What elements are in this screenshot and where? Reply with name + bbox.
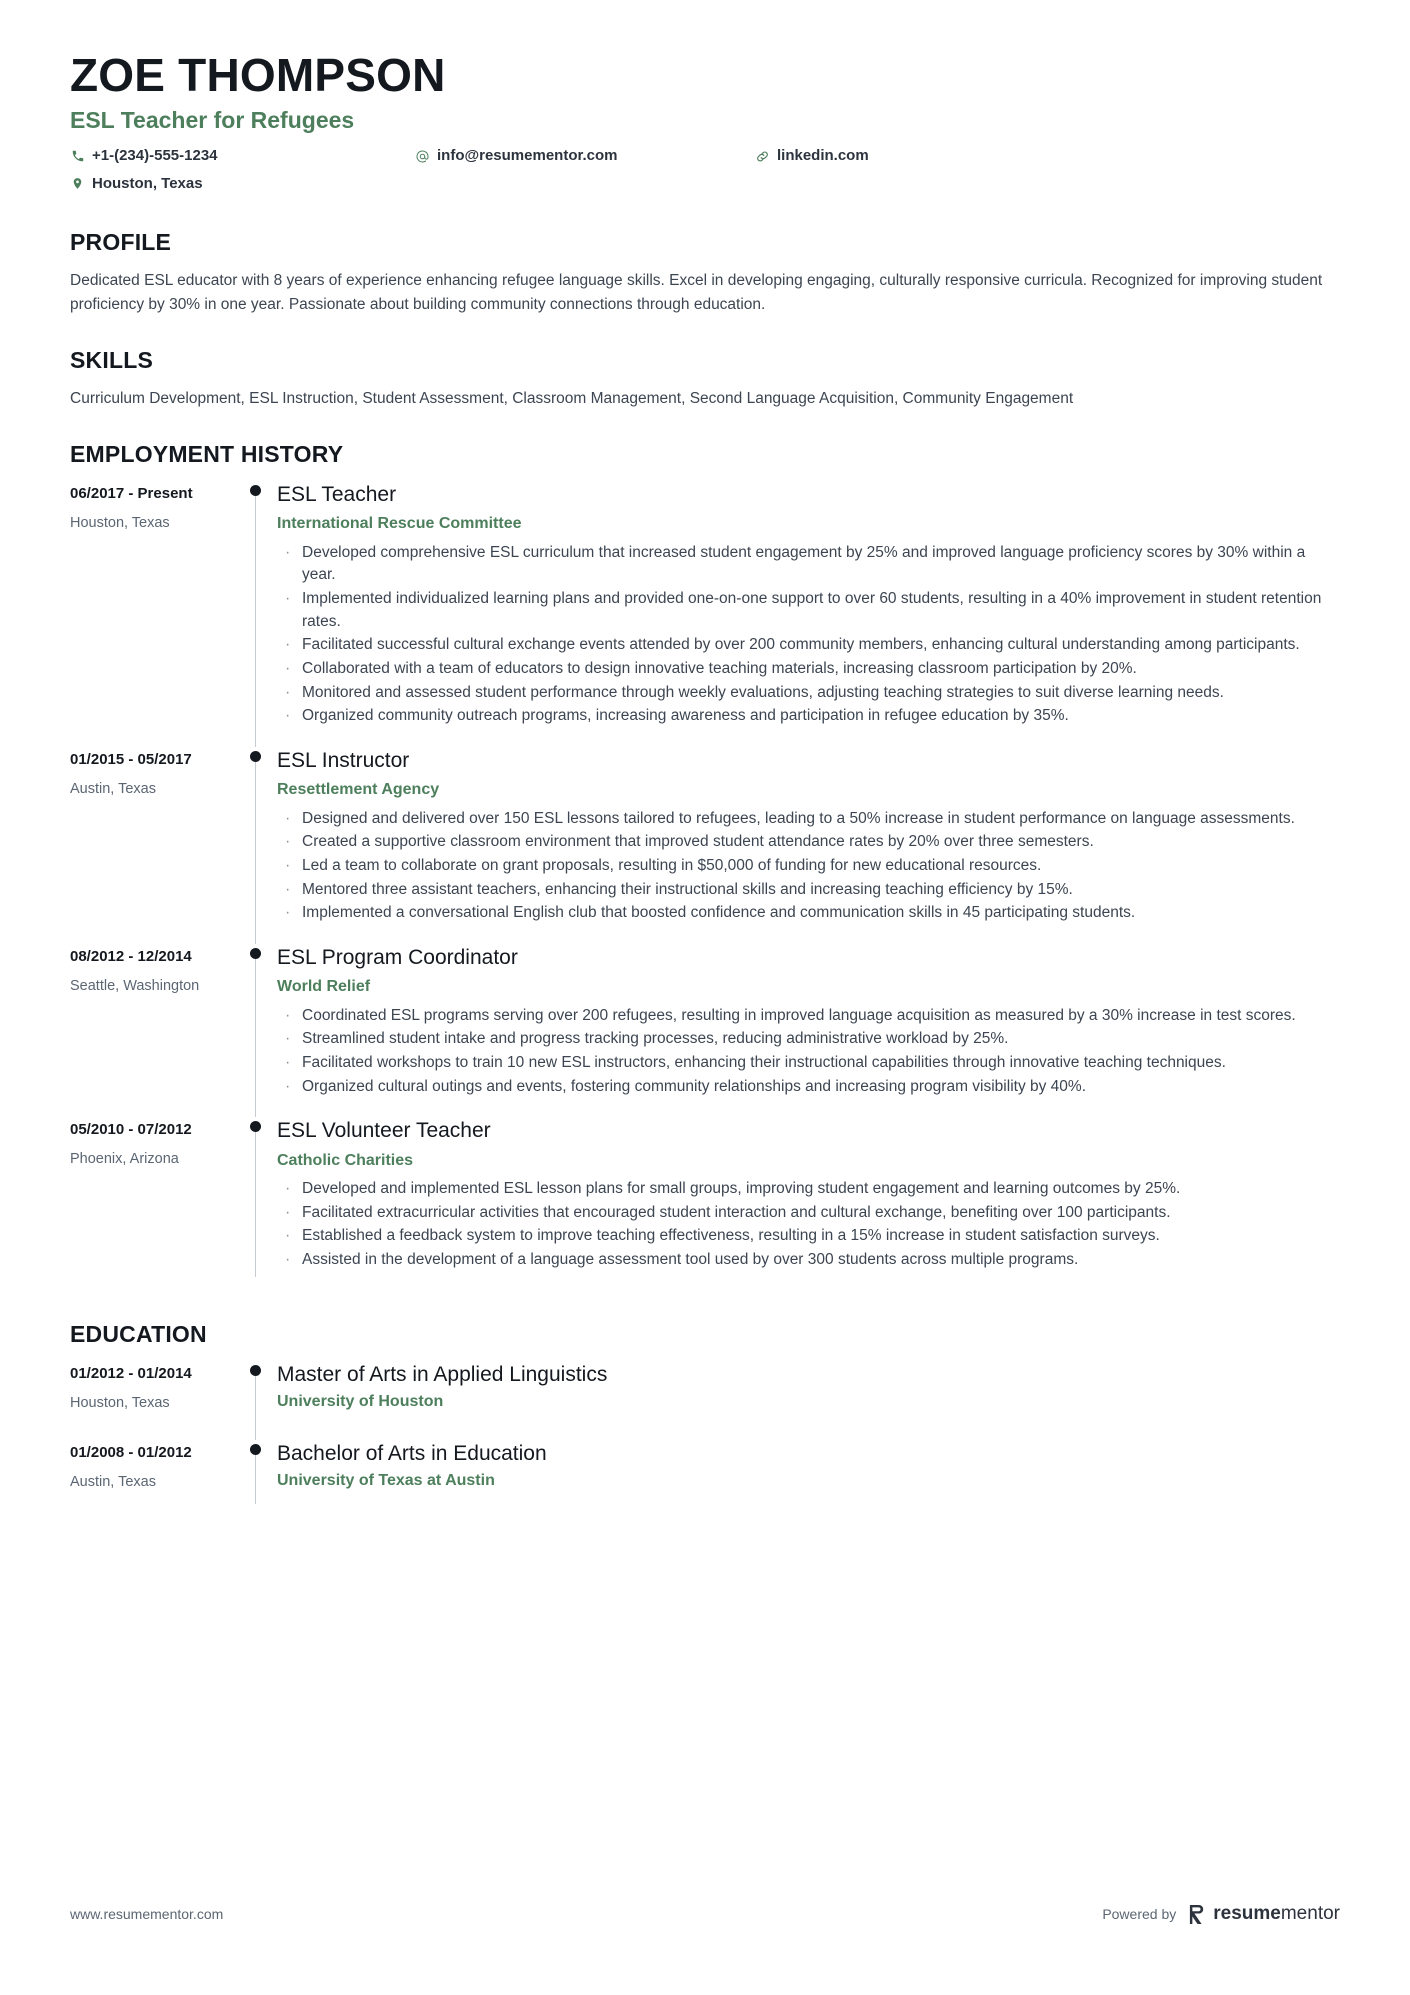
employment-entry-location: Seattle, Washington xyxy=(70,977,200,994)
employment-section-title: EMPLOYMENT HISTORY xyxy=(70,440,344,467)
timeline-line xyxy=(255,1453,256,1505)
education-entry-location: Austin, Texas xyxy=(70,1473,156,1490)
employment-entry-bullets xyxy=(277,542,1340,728)
employment-entry-role: ESL Teacher xyxy=(277,482,397,506)
employment-entry-date: 01/2015 - 05/2017 xyxy=(70,750,192,768)
education-entry-degree: Master of Arts in Applied Linguistics xyxy=(277,1362,608,1386)
skills-section-title: SKILLS xyxy=(70,346,153,373)
timeline-dot-icon xyxy=(250,1444,261,1455)
contact-row xyxy=(70,144,1340,199)
employment-entry xyxy=(70,944,1340,1117)
at-sign-icon xyxy=(415,149,430,164)
education-entry-date: 01/2008 - 01/2012 xyxy=(70,1443,192,1461)
footer-powered-by-label: Powered by xyxy=(1102,1906,1177,1922)
brand-light-text: mentor xyxy=(1280,1903,1340,1924)
profile-section xyxy=(70,229,1340,317)
employment-entry-organization: Catholic Charities xyxy=(277,1151,414,1169)
employment-bullet: · Streamlined student intake and progress tracking processes, reducing administrative workload by 25%. xyxy=(277,1028,1340,1051)
employment-entry-date: 08/2012 - 12/2014 xyxy=(70,947,192,965)
education-entry-degree: Bachelor of Arts in Education xyxy=(277,1441,547,1465)
contact-linkedin[interactable] xyxy=(755,144,1340,167)
employment-bullet: · Implemented individualized learning plans and provided one-on-one support to over 60 students, resulting in a 40% improvement in student retention rates. xyxy=(277,588,1340,633)
education-entry-meta xyxy=(70,1361,237,1440)
employment-entry-meta xyxy=(70,1117,237,1290)
resumementor-logo-mark xyxy=(1188,1904,1207,1925)
page-footer xyxy=(70,1903,1340,1925)
employment-entry-organization: World Relief xyxy=(277,978,371,996)
contact-column-middle xyxy=(415,144,755,171)
contact-email[interactable] xyxy=(415,144,755,167)
contact-location-text: Houston, Texas xyxy=(92,174,203,192)
contact-location xyxy=(70,172,415,195)
employment-entry-bullets xyxy=(277,1005,1340,1099)
employment-bullet: · Assisted in the development of a language assessment tool used by over 300 students across multiple programs. xyxy=(277,1249,1340,1272)
timeline-rail xyxy=(237,747,277,944)
education-entry xyxy=(70,1361,1340,1440)
employment-entry-role: ESL Program Coordinator xyxy=(277,945,518,969)
employment-entry-body xyxy=(277,944,1340,1117)
employment-entry-body xyxy=(277,1117,1340,1290)
timeline-dot-icon xyxy=(250,1121,261,1132)
employment-entry-role: ESL Volunteer Teacher xyxy=(277,1119,491,1143)
employment-entry-meta xyxy=(70,747,237,944)
employment-bullet: · Collaborated with a team of educators to design innovative teaching materials, increasing classroom participation by 20%. xyxy=(277,658,1340,681)
employment-entry-meta xyxy=(70,481,237,747)
employment-bullet: · Developed comprehensive ESL curriculum that increased student engagement by 25% and improved language proficiency scores by 30% within a year. xyxy=(277,542,1340,587)
employment-entry-list xyxy=(70,481,1340,1291)
employment-bullet: · Created a supportive classroom environment that improved student attendance rates by 20% over three semesters. xyxy=(277,831,1340,854)
education-entry-institution: University of Texas at Austin xyxy=(277,1471,495,1489)
employment-bullet: · Implemented a conversational English club that boosted confidence and communication skills in 45 participating students. xyxy=(277,902,1340,925)
footer-branding xyxy=(1102,1903,1340,1925)
education-entry-institution: University of Houston xyxy=(277,1392,444,1410)
map-pin-icon xyxy=(70,176,85,191)
profile-text: Dedicated ESL educator with 8 years of experience enhancing refugee language skills. Excel in developing engaging, culturally responsive curricula. Recognized for improving student proficiency by 30% in one year. Passionate about building community connections through education. xyxy=(70,271,1323,313)
timeline-rail xyxy=(237,1440,277,1519)
footer-website[interactable]: www.resumementor.com xyxy=(70,1906,224,1922)
contact-column-right xyxy=(755,144,1340,171)
employment-entry-date: 06/2017 - Present xyxy=(70,484,193,502)
employment-bullet: · Organized community outreach programs, increasing awareness and participation in refugee education by 35%. xyxy=(277,705,1340,728)
employment-bullet: · Designed and delivered over 150 ESL lessons tailored to refugees, leading to a 50% increase in student performance on language assessments. xyxy=(277,808,1340,831)
timeline-dot-icon xyxy=(250,751,261,762)
employment-bullet: · Developed and implemented ESL lesson plans for small groups, improving student engagement and learning outcomes by 25%. xyxy=(277,1178,1340,1201)
employment-bullet: · Mentored three assistant teachers, enhancing their instructional skills and increasing teaching efficiency by 15%. xyxy=(277,879,1340,902)
candidate-name: ZOE THOMPSON xyxy=(70,49,446,101)
timeline-rail xyxy=(237,481,277,747)
employment-entry-bullets xyxy=(277,808,1340,925)
employment-entry-date: 05/2010 - 07/2012 xyxy=(70,1121,192,1139)
employment-entry-location: Austin, Texas xyxy=(70,780,156,797)
timeline-dot-icon xyxy=(250,485,261,496)
skills-text: Curriculum Development, ESL Instruction, Student Assessment, Classroom Management, Second Language Acquisition, Community Engagement xyxy=(70,389,1074,407)
education-entry-meta xyxy=(70,1440,237,1519)
resumementor-logo-text xyxy=(1213,1903,1340,1925)
timeline-dot-icon xyxy=(250,1365,261,1376)
employment-entry-location: Houston, Texas xyxy=(70,514,170,531)
phone-icon xyxy=(70,149,85,164)
employment-entry-body xyxy=(277,747,1340,944)
employment-bullet: · Organized cultural outings and events, fostering community relationships and increasing program visibility by 40%. xyxy=(277,1076,1340,1099)
employment-bullet: · Established a feedback system to improve teaching effectiveness, resulting in a 15% increase in student satisfaction surveys. xyxy=(277,1225,1340,1248)
employment-bullet: · Coordinated ESL programs serving over 200 refugees, resulting in improved language acquisition as measured by a 30% increase in test scores. xyxy=(277,1005,1340,1028)
link-icon xyxy=(755,149,770,164)
education-entry-body xyxy=(277,1440,1340,1519)
employment-bullet: · Led a team to collaborate on grant proposals, resulting in $50,000 of funding for new educational resources. xyxy=(277,855,1340,878)
contact-phone-text: +1-(234)-555-1234 xyxy=(92,147,218,165)
employment-entry-body xyxy=(277,481,1340,747)
employment-entry-meta xyxy=(70,944,237,1117)
employment-entry-role: ESL Instructor xyxy=(277,748,410,772)
timeline-line xyxy=(255,494,256,747)
timeline-line xyxy=(255,1374,256,1440)
employment-bullet: · Facilitated workshops to train 10 new ESL instructors, enhancing their instructional capabilities through innovative teaching techniques. xyxy=(277,1052,1340,1075)
contact-email-text: info@resumementor.com xyxy=(437,147,618,165)
contact-phone[interactable] xyxy=(70,144,415,167)
profile-section-title: PROFILE xyxy=(70,228,172,255)
employment-entry-bullets xyxy=(277,1178,1340,1272)
employment-entry-location: Phoenix, Arizona xyxy=(70,1151,179,1168)
timeline-rail xyxy=(237,1361,277,1440)
employment-bullet: · Facilitated extracurricular activities that encouraged student interaction and cultural exchange, benefiting over 100 participants. xyxy=(277,1202,1340,1225)
education-entry-location: Houston, Texas xyxy=(70,1394,170,1411)
timeline-line xyxy=(255,1130,256,1276)
education-entry-body xyxy=(277,1361,1340,1440)
employment-entry xyxy=(70,747,1340,944)
brand-bold-text: resume xyxy=(1213,1903,1281,1924)
employment-entry-organization: International Rescue Committee xyxy=(277,515,522,533)
timeline-line xyxy=(255,760,256,944)
timeline-rail xyxy=(237,1117,277,1290)
timeline-line xyxy=(255,957,256,1117)
education-section-title: EDUCATION xyxy=(70,1320,207,1347)
education-entry-list xyxy=(70,1361,1340,1519)
contact-linkedin-text: linkedin.com xyxy=(777,147,869,165)
employment-bullet: · Monitored and assessed student performance through weekly evaluations, adjusting teaching strategies to suit diverse learning needs. xyxy=(277,682,1340,705)
education-entry-date: 01/2012 - 01/2014 xyxy=(70,1364,192,1382)
candidate-job-title: ESL Teacher for Refugees xyxy=(70,106,355,133)
employment-entry xyxy=(70,1117,1340,1290)
employment-entry-organization: Resettlement Agency xyxy=(277,781,440,799)
employment-entry xyxy=(70,481,1340,747)
contact-column-left xyxy=(70,144,415,199)
education-entry xyxy=(70,1440,1340,1519)
skills-section xyxy=(70,347,1340,411)
timeline-dot-icon xyxy=(250,948,261,959)
employment-bullet: · Facilitated successful cultural exchange events attended by over 200 community members, enhancing cultural understanding among participants. xyxy=(277,634,1340,657)
resumementor-logo xyxy=(1188,1903,1340,1925)
timeline-rail xyxy=(237,944,277,1117)
employment-section xyxy=(70,441,1340,1291)
education-section xyxy=(70,1321,1340,1519)
resume-header xyxy=(70,50,1340,199)
